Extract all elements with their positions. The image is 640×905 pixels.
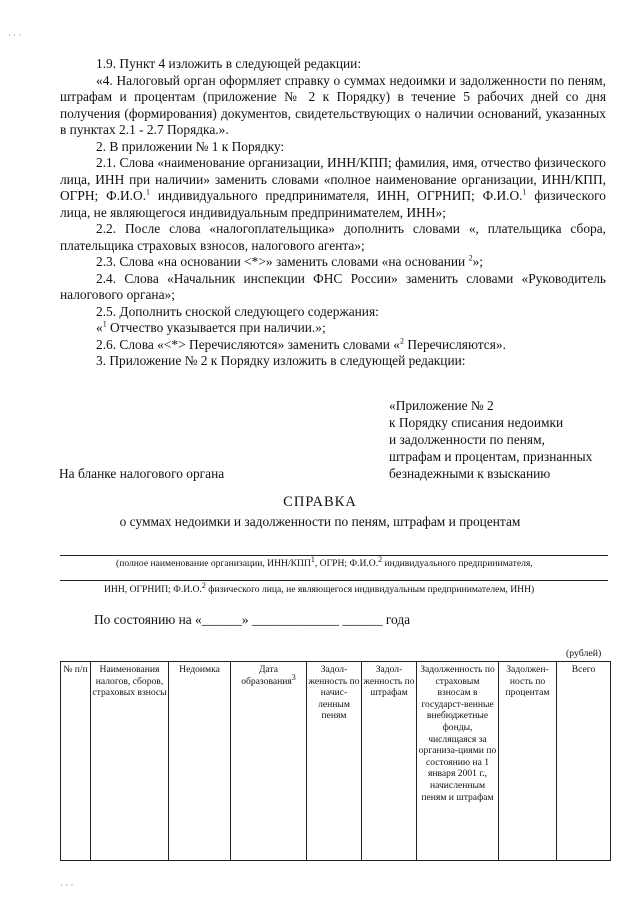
column-header-tax-name: Наименования налогов, сборов, страховых взносы: [91, 662, 169, 861]
table-header-row: [61, 662, 611, 861]
appendix-line: к Порядку списания недоимки: [389, 415, 564, 430]
form-subtitle: о суммах недоимки и задолженности по пеням, штрафам и процентам: [119, 514, 521, 529]
appendix-line: безнадежными к взысканию: [389, 466, 551, 481]
letterhead-note: На бланке налогового органа: [59, 466, 225, 481]
appendix-line: «Приложение № 2: [389, 398, 494, 413]
fill-line-2: [60, 580, 608, 581]
column-header-penalties: Задол-женность по начис-ленным пеням: [307, 662, 362, 861]
item-2: 2. В приложении № 1 к Порядку:: [96, 138, 285, 154]
appendix-heading: [389, 397, 619, 482]
as-of-date-line: По состоянию на «______» _____________ ______ года: [94, 612, 411, 627]
fill-line-2-caption: ИНН, ОГРНИП; Ф.И.О.$^2$ физического лица, не являющегося индивидуальным предпринимателем, ИНН): [104, 580, 535, 595]
column-header-date: Дата образования$^3$: [231, 662, 307, 861]
appendix-line: штрафам и процентам, признанных: [389, 449, 593, 464]
column-header-arrears: Недоимка: [169, 662, 231, 861]
item-2-2: 2.2. После слова «налогоплательщика» дополнить словами «, плательщика сбора, плательщика страховых взносов, налогового агента»;: [60, 221, 606, 253]
item-2-5: 2.5. Дополнить сноской следующего содержания:: [96, 303, 379, 319]
fill-line-1: [60, 555, 608, 556]
fill-line-1-caption: (полное наименование организации, ИНН/КПП$^1$, ОГРН; Ф.И.О.$^2$ индивидуального предпринимателя,: [116, 554, 533, 569]
scan-mark-top: · · ·: [8, 30, 22, 40]
item-1-9: 1.9. Пункт 4 изложить в следующей редакции:: [96, 56, 362, 71]
appendix-line: и задолженности по пеням,: [389, 432, 545, 447]
item-2-1: 2.1. Слова «наименование организации, ИНН/КПП; фамилия, имя, отчество физического лица, ИНН при наличии» заменить словами «полное наименование организации, ИНН/КПП, ОГРН; Ф.И.О.$^1$ индивидуального предпринимателя, ИНН, ОГРНИП; Ф.И.О.$^1$ физического лица, не являющегося индивидуальным предпринимателем, ИНН»;: [60, 155, 606, 220]
arrears-table: [60, 661, 611, 861]
item-2-4: 2.4. Слова «Начальник инспекции ФНС России» заменить словами «Руководитель налогового органа»;: [60, 270, 606, 302]
units-label: (рублей): [566, 648, 602, 659]
column-header-interest: Задолжен-ность по процентам: [499, 662, 557, 861]
column-header-number: № п/п: [61, 662, 91, 861]
column-header-fines: Задол-женность по штрафам: [362, 662, 417, 861]
item-3: 3. Приложение № 2 к Порядку изложить в следующей редакции:: [96, 353, 466, 368]
column-header-insurance-debt: Задолженность по страховым взносам в государст-венные внебюджетные фонды, числящаяся за организа-циями по состоянию на 1 января 2001 г., начисленным пеням и штрафам: [417, 662, 499, 861]
item-1-9-text: «4. Налоговый орган оформляет справку о суммах недоимки и задолженности по пеням, штрафам и процентам (приложение № 2 к Порядку) в течение 5 рабочих дней со дня получения (формирования) документов, свидетельствующих о наличии оснований, указанных в пунктах 2.1 - 2.7 Порядка.».: [60, 72, 606, 137]
item-2-5-note: «$^1$ Отчество указывается при наличии.»;: [96, 319, 326, 335]
item-2-6: 2.6. Слова «<*> Перечисляются» заменить словами «$^2$ Перечисляются».: [96, 336, 506, 352]
form-title: СПРАВКА: [283, 494, 357, 510]
column-header-total: Всего: [557, 662, 611, 861]
item-2-3: 2.3. Слова «на основании <*>» заменить словами «на основании $^2$»;: [96, 253, 483, 269]
scan-mark-bottom: · · ·: [60, 880, 74, 890]
amendments-text: [60, 56, 606, 370]
